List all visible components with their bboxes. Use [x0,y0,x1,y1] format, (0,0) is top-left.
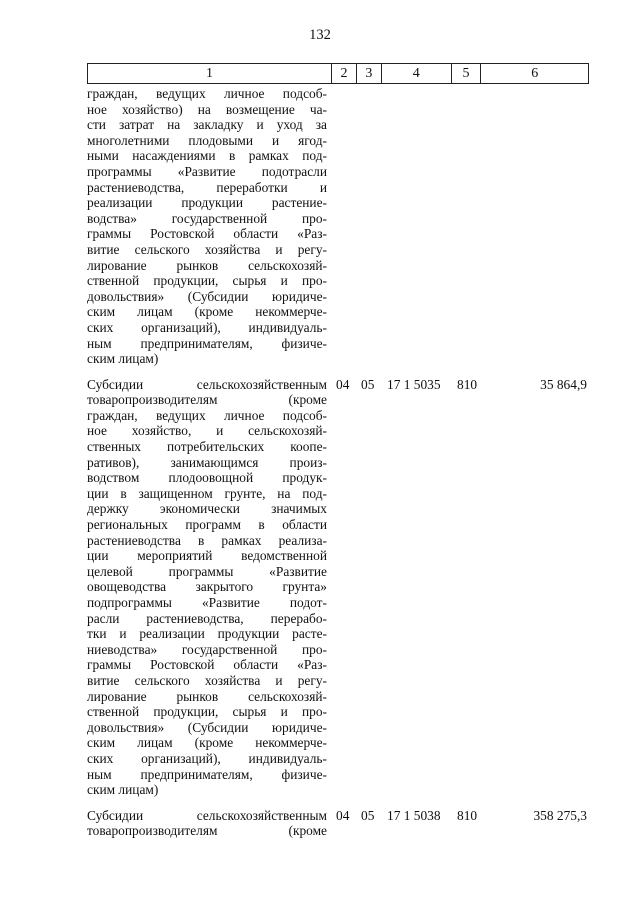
description-line: лирование рынков сельскохозяй- [87,257,327,273]
description-line: ным предпринимателям, физиче- [87,766,327,782]
description-line: граждан, ведущих личное подсоб- [87,86,327,101]
description-line: сти затрат на закладку и уход за [87,117,327,133]
description-line: ских организаций), индивидуаль- [87,750,327,766]
description-line: витие сельского хозяйства и регу- [87,672,327,688]
description-line: ственных потребительских коопе- [87,439,327,455]
header-cell-3: 3 [356,64,381,83]
description-line: ских организаций), индивидуаль- [87,319,327,335]
page-number: 132 [309,27,331,43]
description-line: ским лицам (кроме некоммерче- [87,304,327,320]
description-line: программы «Развитие подотрасли [87,163,327,179]
description-line: овощеводства закрытого грунта» [87,579,327,595]
description-line: целевой программы «Развитие [87,563,327,579]
description-line: водством плодоовощной продук- [87,470,327,486]
description-line: региональных программ в области [87,517,327,533]
section-code: 04 [336,807,350,823]
description-line: товаропроизводителям (кроме [87,823,327,839]
description-line: растениеводства в рамках реализа- [87,532,327,548]
header-cell-2: 2 [331,64,356,83]
table-row [87,377,589,798]
header-cell-6: 6 [480,64,588,83]
section-code [331,86,356,367]
target-article-code [381,86,451,367]
description-line: ное хозяйство, и сельскохозяй- [87,423,327,439]
description-line: ным предпринимателям, физиче- [87,335,327,351]
description-line: реализации продукции растение- [87,195,327,211]
description-line: Субсидии сельскохозяйственным [87,376,327,392]
row-description [87,377,331,798]
header-cell-1: 1 [206,66,213,81]
table-header-row [87,63,589,84]
description-line: витие сельского хозяйства и регу- [87,241,327,257]
header-cell-5: 5 [451,64,481,83]
target-article-code: 17 1 5038 [387,807,441,823]
description-line: расли растениеводства, перерабо- [87,610,327,626]
description-line: граммы Ростовской области «Раз- [87,226,327,242]
description-line: лирование рынков сельскохозяй- [87,688,327,704]
description-line: граждан, ведущих личное подсоб- [87,407,327,423]
description-line: ное хозяйство) на возмещение ча- [87,101,327,117]
description-line: товаропроизводителям (кроме [87,392,327,408]
subsection-code [356,86,381,367]
row-description [87,808,331,839]
description-line: ским лицам) [87,351,159,367]
description-line: Субсидии сельскохозяйственным [87,807,327,823]
description-line: водства» государственной про- [87,210,327,226]
description-line: ственной продукции, сырья и про- [87,704,327,720]
description-line: ниеводства» государственной про- [87,641,327,657]
target-article-code: 17 1 5035 [387,376,441,392]
header-cell-4: 4 [381,64,451,83]
subsection-code: 05 [361,807,375,823]
description-line: ским лицам) [87,782,159,798]
description-line: держку экономически значимых [87,501,327,517]
table-row [87,808,589,839]
description-line: довольствия» (Субсидии юридиче- [87,719,327,735]
amount: 35 864,9 [540,376,587,392]
row-description [87,86,331,367]
description-line: растениеводства, переработки и [87,179,327,195]
expense-type-code: 810 [457,376,478,392]
table-body [87,86,589,839]
description-line: граммы Ростовской области «Раз- [87,657,327,673]
section-code: 04 [336,376,350,392]
table-row [87,86,589,367]
expense-type-code [451,86,481,367]
description-line: ративов), занимающимся произ- [87,454,327,470]
description-line: ции в защищенном грунте, на под- [87,485,327,501]
description-line: подпрограммы «Развитие подот- [87,595,327,610]
subsection-code: 05 [361,376,375,392]
amount: 358 275,3 [533,807,587,823]
description-line: многолетними плодовыми и ягод- [87,132,327,148]
description-line: довольствия» (Субсидии юридиче- [87,288,327,304]
description-line: ственной продукции, сырья и про- [87,273,327,289]
budget-table [87,63,589,839]
description-line: тки и реализации продукции расте- [87,626,327,642]
amount [481,86,589,367]
description-line: ции мероприятий ведомственной [87,548,327,564]
description-line: ными насаждениями в рамках под- [87,148,327,164]
description-line: ским лицам (кроме некоммерче- [87,735,327,751]
expense-type-code: 810 [457,807,478,823]
